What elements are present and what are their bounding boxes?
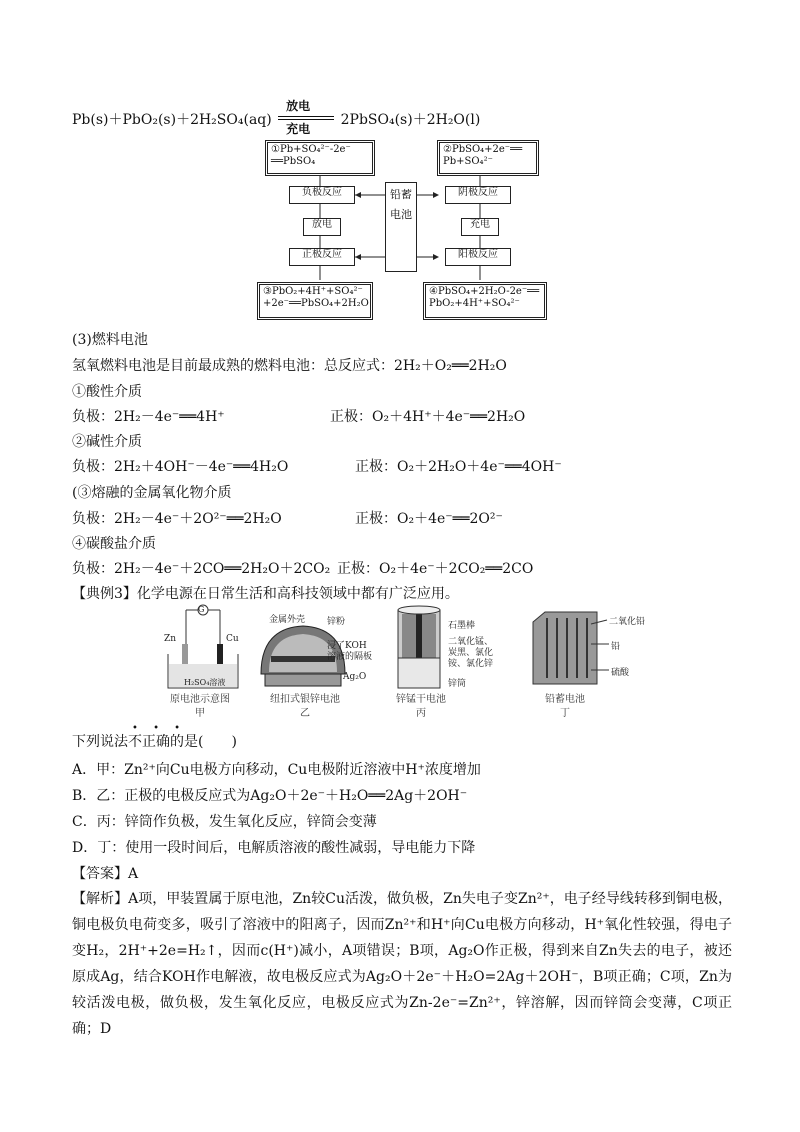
example-3-title: 【典例3】化学电源在日常生活和高科技领域中都有广泛应用。	[72, 586, 459, 602]
option-b: B．乙：正极的电极反应式为Ag₂O＋2e⁻＋H₂O══2Ag＋2OH⁻	[72, 788, 468, 804]
cu-label: Cu	[226, 634, 239, 644]
reversible-arrow	[276, 99, 336, 136]
medium-3-positive: 正极：O₂＋4e⁻══2O²⁻	[355, 511, 503, 527]
answer: 【答案】A	[72, 866, 139, 882]
option-d: D．丁：使用一段时间后，电解质溶液的酸性减弱，导电能力下降	[72, 840, 476, 856]
figure-yi-label: 乙	[300, 708, 310, 719]
paste-label-1: 二氧化锰、	[448, 637, 494, 647]
figure-bing	[390, 604, 520, 726]
figure-ding	[525, 604, 665, 726]
lead-label: 铅	[611, 642, 621, 652]
reaction-box-4: ④PbSO₄+2H₂O-2e⁻══ PbO₂+4H⁺+SO₄²⁻	[423, 282, 547, 320]
reaction-box-1: ①Pb+SO₄²⁻-2e⁻ ══PbSO₄	[265, 140, 375, 176]
negative-reaction-box: 负极反应	[289, 186, 355, 204]
medium-4-negative: 负极：2H₂－4e⁻＋2CO══2H₂O＋2CO₂	[72, 561, 331, 577]
figure-yi	[255, 604, 375, 726]
figure-bing-caption: 锌锰干电池	[396, 694, 446, 705]
graphite-rod-label: 石墨棒	[448, 621, 476, 631]
figure-jia-label: 甲	[195, 708, 205, 719]
equation-left: Pb(s)＋PbO₂(s)＋2H₂SO₄(aq)	[72, 112, 272, 128]
analysis-paragraph: 【解析】A项，甲装置属于原电池，Zn较Cu活泼，做负极，Zn失电子变Zn²⁺，电子经导线转移到铜电极，铜电极负电荷变多，吸引了溶液中的阳离子，因而Zn²⁺和H⁺向Cu电极方向移动，H⁺氧化性较强，得电子变H₂，2H⁺+2e=H₂↑，因而c(H⁺)减小，A项错误；B项，Ag₂O作正极，得到来自Zn失去的电子，被还原成Ag，结合KOH作电解液，故电极反应式为Ag₂O＋2e⁻＋H₂O=2Ag＋2OH⁻，B项正确；C项，Zn为较活泼电极，做负极，发生氧化反应，电极反应式为Zn-2e⁻=Zn²⁺，锌溶解，因而锌筒会变薄，C项正确；D	[72, 891, 732, 1037]
zn-label: Zn	[164, 634, 177, 644]
option-c: C．丙：锌筒作负极，发生氧化反应，锌筒会变薄	[72, 814, 377, 830]
lead-battery-center-box: 铅蓄电池	[385, 182, 417, 272]
cathode-reaction-box: 阴极反应	[445, 186, 511, 204]
discharge-box: 放电	[303, 218, 341, 236]
zinc-powder-label: 锌粉	[327, 617, 346, 627]
paste-label-2: 炭黑、氯化	[448, 648, 494, 658]
lead-battery-diagram	[255, 138, 545, 323]
equation-right: 2PbSO₄(s)＋2H₂O(l)	[340, 112, 481, 128]
medium-1-title: ①酸性介质	[72, 384, 142, 400]
reaction-box-3: ③PbO₂+4H⁺+SO₄²⁻ +2e⁻══PbSO₄+2H₂O	[257, 282, 373, 320]
medium-1-positive: 正极：O₂＋4H⁺＋4e⁻══2H₂O	[330, 409, 526, 425]
medium-2-title: ②碱性介质	[72, 434, 142, 450]
medium-2-negative: 负极：2H₂＋4OH⁻－4e⁻══4H₂O	[72, 459, 289, 475]
figures-row	[150, 604, 670, 726]
sulfuric-acid-label: 硫酸	[611, 668, 630, 678]
lead-dioxide-label: 二氧化铅	[609, 617, 646, 627]
figure-yi-caption: 纽扣式银锌电池	[270, 694, 340, 705]
medium-2-positive: 正极：O₂＋2H₂O＋4e⁻══4OH⁻	[355, 459, 562, 475]
silver-oxide-label: Ag₂O	[343, 672, 367, 682]
paste-label-3: 铵、氯化锌	[448, 659, 494, 669]
anode-reaction-box: 阳极反应	[445, 248, 511, 266]
question-stem: 下列说法不正确的是( )	[72, 734, 237, 750]
separator-label: 溶液的隔板	[327, 652, 373, 662]
solution-label: H₂SO₄溶液	[184, 678, 226, 687]
zinc-can-label: 锌筒	[448, 679, 467, 689]
medium-4-positive: 正极：O₂＋4e⁻＋2CO₂══2CO	[337, 561, 534, 577]
charge-box: 充电	[461, 218, 499, 236]
medium-3-negative: 负极：2H₂－4e⁻＋2O²⁻══2H₂O	[72, 511, 282, 527]
section-3-title: (3)燃料电池	[72, 332, 148, 348]
arrow-label-discharge: 放电	[286, 99, 311, 113]
figure-ding-caption: 铅蓄电池	[545, 694, 585, 705]
hydrogen-oxygen-intro: 氢氧燃料电池是目前最成熟的燃料电池：总反应式：2H₂＋O₂══2H₂O	[72, 358, 507, 374]
figure-jia-caption: 原电池示意图	[170, 694, 230, 705]
galvanometer-label: G	[198, 605, 205, 614]
positive-reaction-box: 正极反应	[289, 248, 355, 266]
discharge-charge-equation	[72, 99, 481, 136]
medium-1-negative: 负极：2H₂－4e⁻══4H⁺	[72, 409, 225, 425]
metal-shell-label: 金属外壳	[269, 615, 306, 625]
emphasis-dots: • • •	[132, 723, 187, 734]
reaction-box-2: ②PbSO₄+2e⁻══ Pb+SO₄²⁻	[437, 140, 539, 176]
arrow-label-charge: 充电	[286, 122, 311, 136]
figure-bing-label: 丙	[416, 708, 426, 719]
koh-label: 浸了KOH	[327, 641, 367, 651]
arrow-line	[278, 116, 334, 117]
figure-jia	[150, 604, 250, 726]
medium-3-title: (③熔融的金属氧化物介质	[72, 485, 232, 501]
option-a: A．甲：Zn²⁺向Cu电极方向移动，Cu电极附近溶液中H⁺浓度增加	[72, 762, 481, 778]
figure-ding-label: 丁	[560, 708, 570, 719]
medium-4-title: ④碳酸盐介质	[72, 536, 156, 552]
